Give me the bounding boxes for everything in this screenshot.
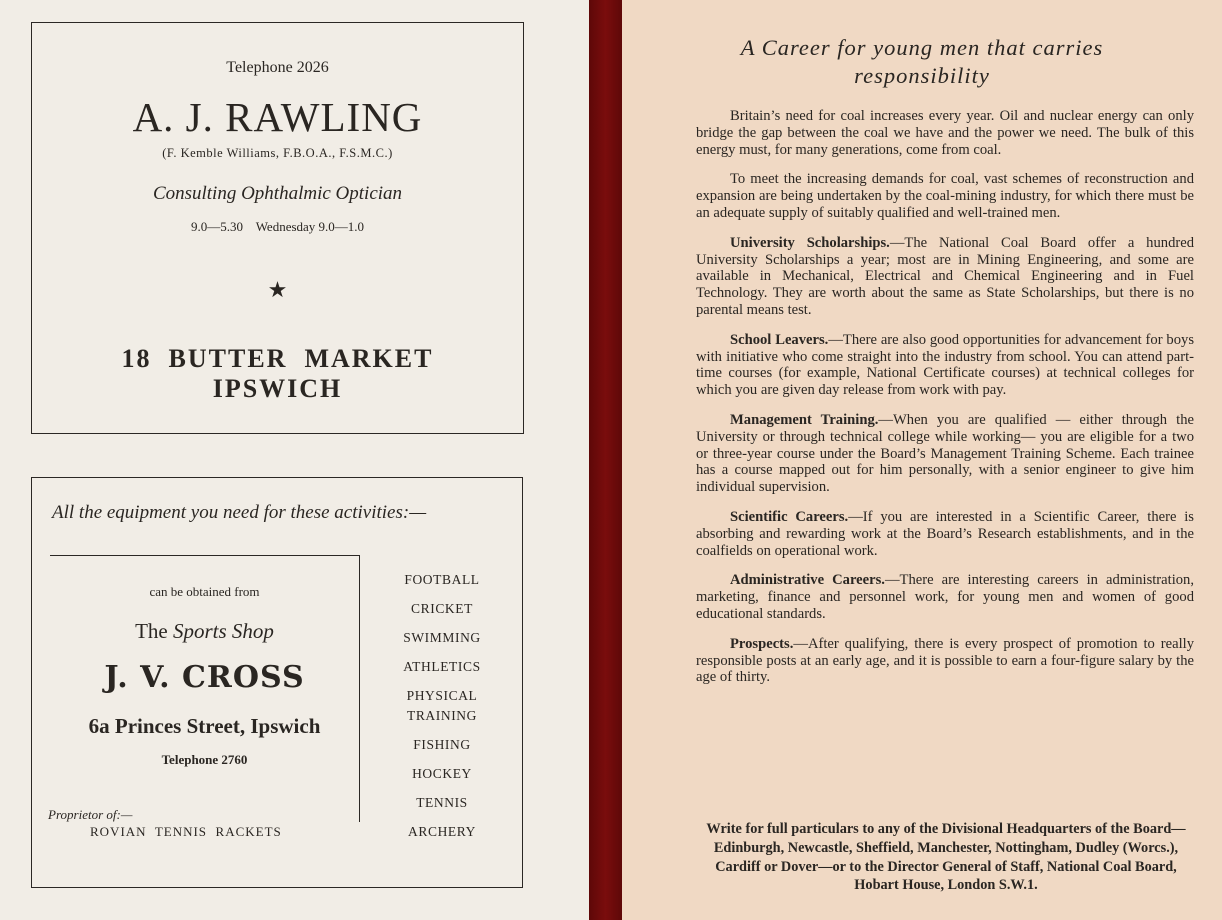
- intro-paragraph-2: To meet the increasing demands for coal, vast schemes of reconstruction and expansion are being undertaken by the coal-mining industry, for which there must be an adequate supply of suitably qualified and well-trained men.: [696, 171, 1194, 221]
- sport-item: CRICKET: [411, 601, 473, 616]
- cross-inner-panel: [50, 555, 360, 822]
- sport-item: HOCKEY: [412, 766, 472, 781]
- cross-name: J. V. CROSS: [104, 660, 305, 695]
- rawling-advert: [31, 22, 524, 434]
- rawling-qualifications: (F. Kemble Williams, F.B.O.A., F.S.M.C.): [162, 146, 393, 160]
- shop-name: Sports Shop: [172, 619, 274, 643]
- section-heading: Prospects.: [730, 635, 794, 652]
- sport-item: PHYSICAL TRAINING: [406, 688, 478, 723]
- cross-headline: All the equipment you need for these activities:—: [52, 502, 427, 523]
- closing-paragraph: Write for full particulars to any of the Divisional Headquarters of the Board—Edinburgh, Newcastle, Sheffield, Manchester, Nottingham, Dudley (Worcs.), Cardiff or Dover—or to the Director General of Staff, National Coal Board, Hobart House, London S.W.1.: [706, 821, 1186, 894]
- shop-prefix: The: [135, 619, 168, 643]
- book-gutter: [589, 0, 622, 920]
- page-title: [622, 34, 1222, 90]
- rawling-name: A. J. RAWLING: [132, 94, 423, 140]
- left-page: [0, 0, 589, 920]
- section-text: —The National Coal Board offer a hundred University Scholarships a year; most are in Mining Engineering, and some are available in Mechanical, Electrical and Chemical Engineering and in Fuel Technology. They are worth about the same as State Scholarships, but there is no parental means test.: [696, 234, 1194, 318]
- section-heading: Administrative Careers.: [730, 572, 885, 589]
- section-prospects: [696, 636, 1194, 686]
- section-scientific: [696, 509, 1194, 559]
- rawling-hours: 9.0—5.30 Wednesday 9.0—1.0: [190, 219, 365, 234]
- section-school-leavers: [696, 332, 1194, 399]
- intro-paragraph-1: Britain’s need for coal increases every year. Oil and nuclear energy can only bridge the gap between the coal we have and the power we need. The bulk of this energy must, for many generations, come from coal.: [696, 108, 1194, 158]
- title-line2: responsibility: [854, 63, 990, 88]
- cross-advert: [31, 477, 523, 888]
- right-page: [622, 0, 1222, 920]
- cross-obtained-text: can be obtained from: [149, 584, 260, 599]
- cross-shop-name: [50, 619, 359, 644]
- sport-item: ATHLETICS: [403, 659, 481, 674]
- sport-item: SWIMMING: [403, 630, 481, 645]
- section-text: —If you are interested in a Scientific Career, there is absorbing and rewarding work at the Board’s Research establishments, and in the coalfields on operational work.: [696, 508, 1194, 559]
- section-heading: School Leavers.: [730, 331, 829, 348]
- sport-item: ARCHERY: [408, 824, 476, 839]
- section-text: —There are interesting careers in administration, marketing, finance and personnel work, for young men and women of good educational standards.: [696, 572, 1194, 622]
- section-text: —After qualifying, there is every prospect of promotion to really responsible posts at an early age, and it is possible to earn a four-figure salary by the age of thirty.: [696, 635, 1194, 686]
- star-icon: ★: [267, 277, 288, 302]
- rawling-address-line2: IPSWICH: [212, 374, 343, 403]
- proprietor-label: Proprietor of:—: [48, 807, 133, 822]
- sports-list: [390, 570, 494, 851]
- rawling-telephone: Telephone 2026: [226, 59, 329, 76]
- cross-address: 6a Princes Street, Ipswich: [88, 714, 321, 738]
- proprietor-value: ROVIAN TENNIS RACKETS: [90, 824, 282, 839]
- section-administrative: [696, 572, 1194, 622]
- title-line1: A Career for young men that carries: [740, 35, 1104, 60]
- rawling-address-line1: 18 BUTTER MARKET: [121, 344, 434, 373]
- article-body: [696, 108, 1194, 699]
- cross-telephone: Telephone 2760: [161, 752, 248, 767]
- section-heading: University Scholarships.: [730, 234, 890, 251]
- section-heading: Scientific Careers.: [730, 508, 849, 525]
- rawling-specialty: Consulting Ophthalmic Optician: [152, 183, 403, 204]
- sport-item: FOOTBALL: [404, 572, 480, 587]
- section-text: —There are also good opportunities for advancement for boys with initiative who come straight into the industry from school. You can attend part-time courses (for example, National Certificate courses) at technical colleges for which you are given day release from work with pay.: [696, 331, 1194, 399]
- section-text: —When you are qualified — either through the University or through technical college while working— you are eligible for a two or three-year course under the Board’s Management Training Scheme. Each trainee has a course mapped out for him personally, with a senior engineer to give him individual supervision.: [696, 411, 1194, 496]
- sport-item: TENNIS: [416, 795, 468, 810]
- section-heading: Management Training.: [730, 411, 879, 428]
- sport-item: FISHING: [413, 737, 471, 752]
- section-university: [696, 235, 1194, 319]
- section-management: [696, 412, 1194, 496]
